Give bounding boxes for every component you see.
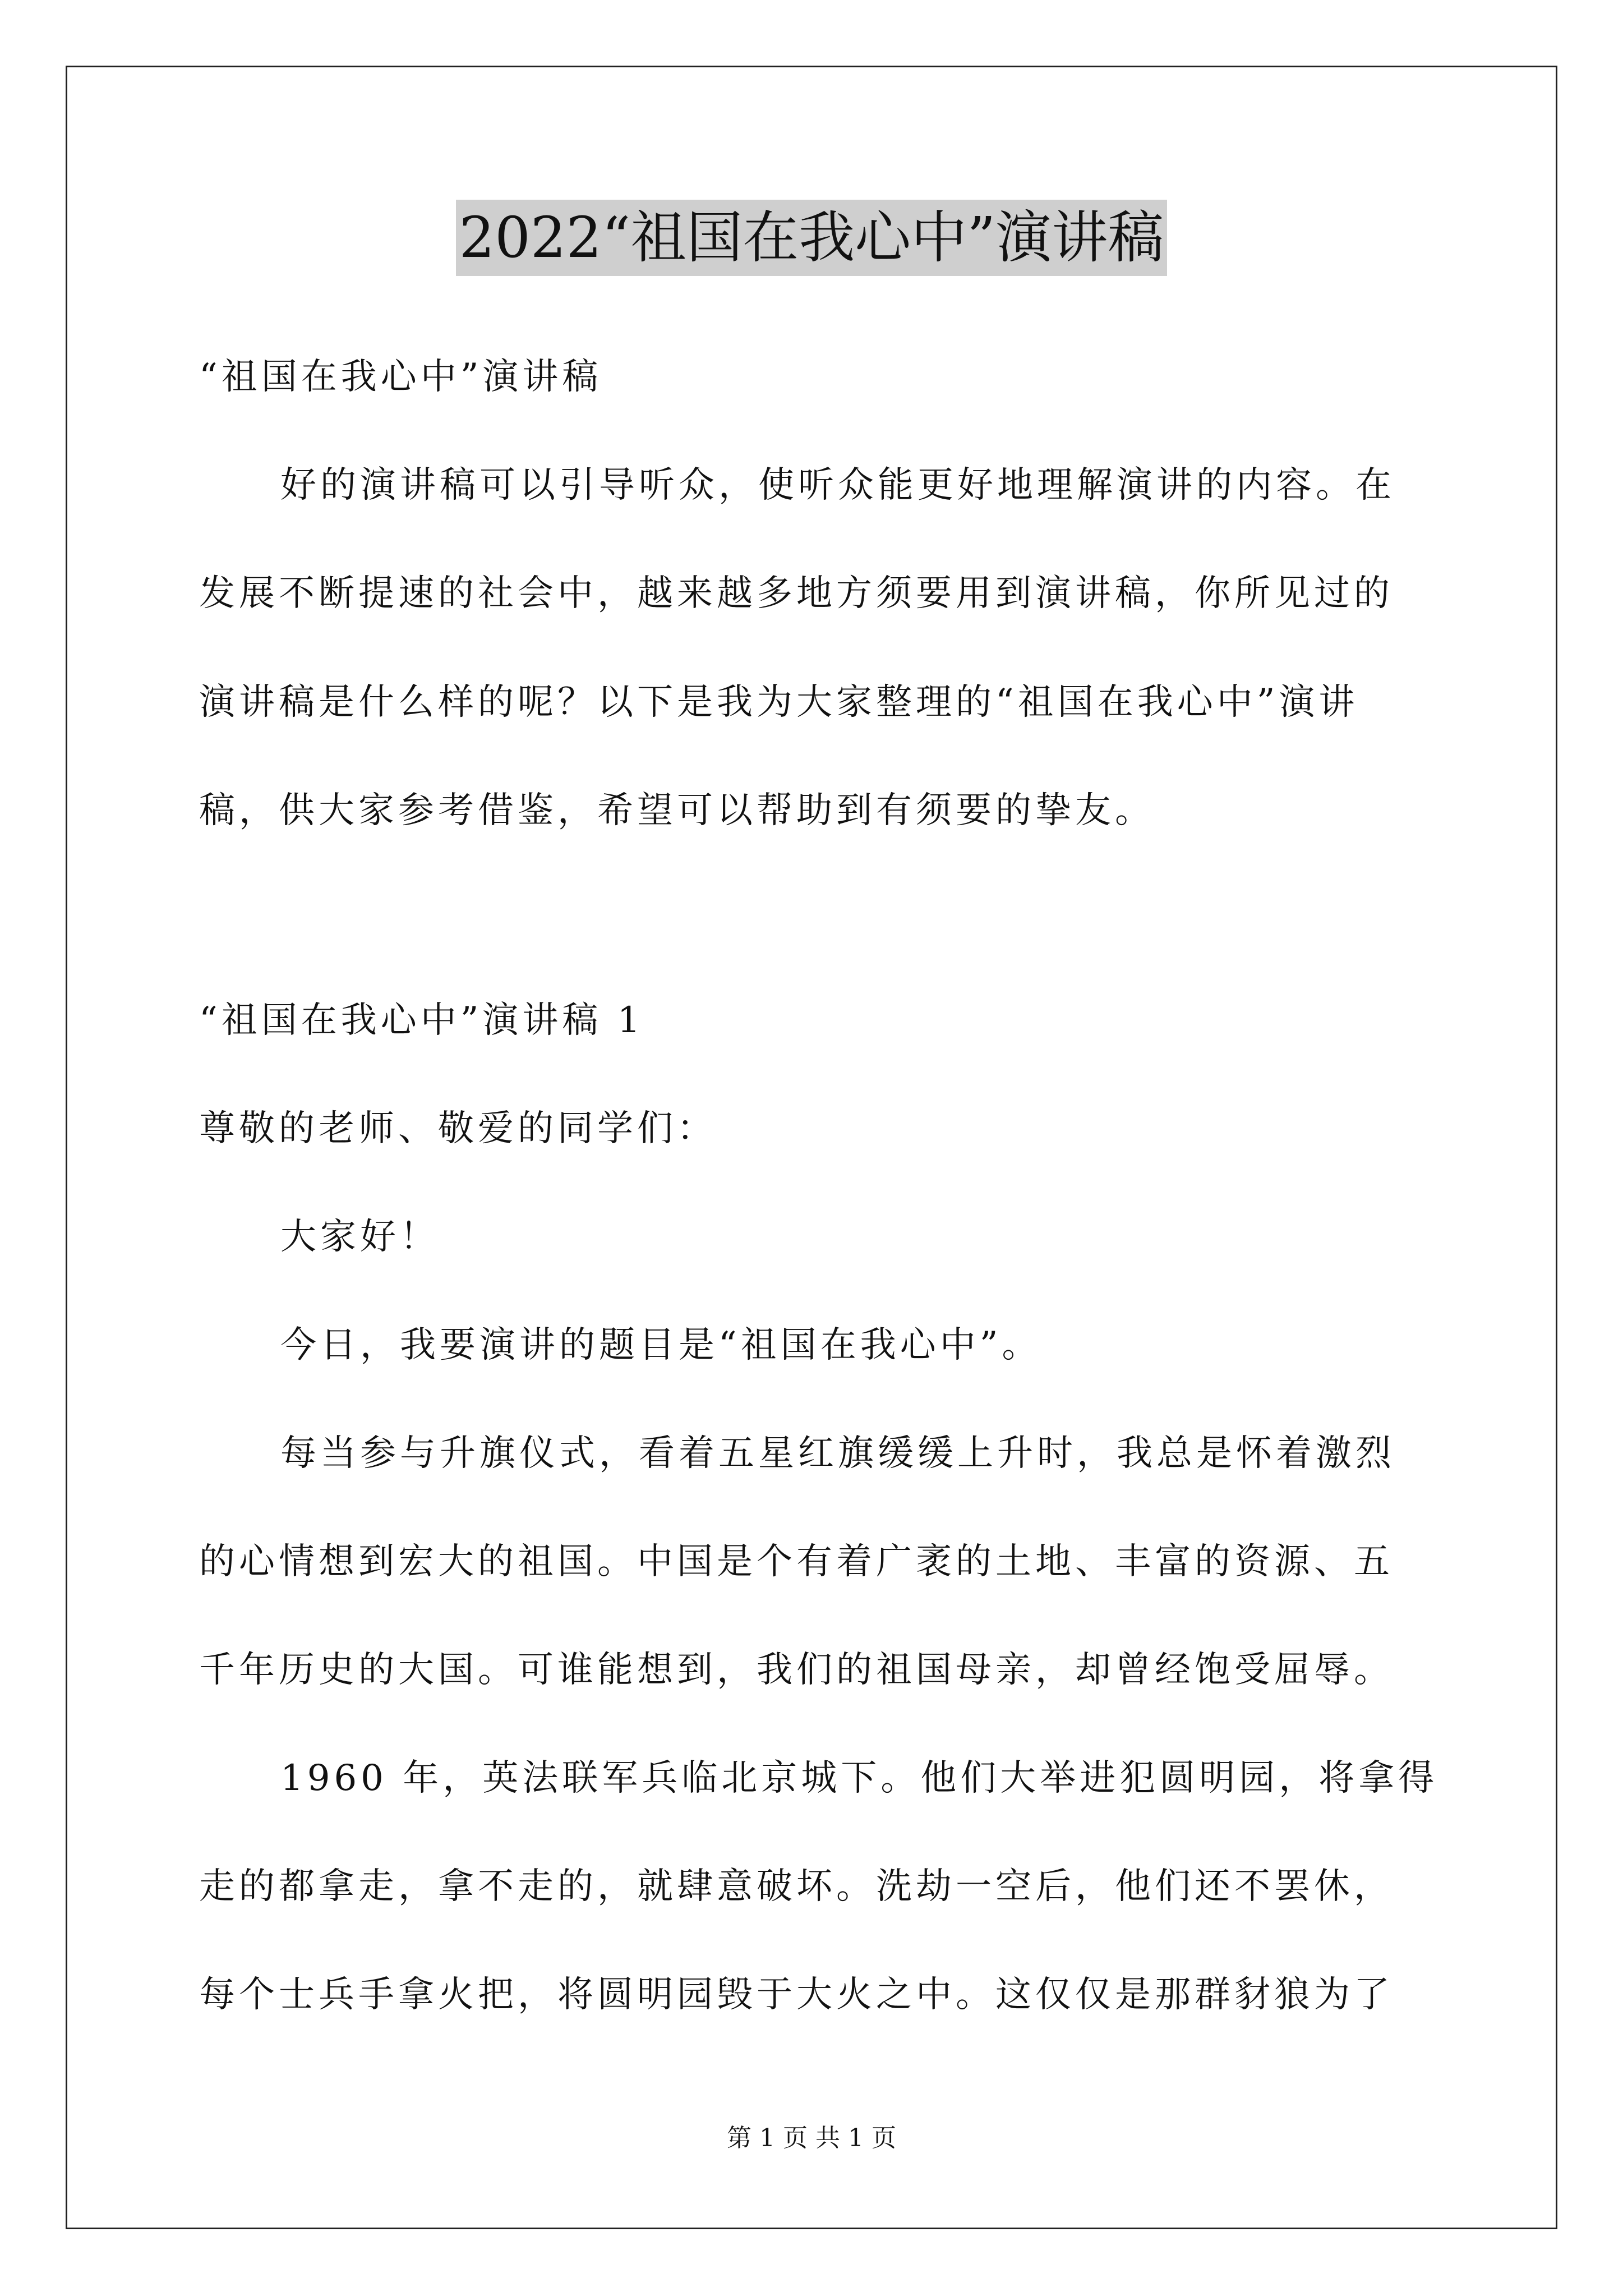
paragraph-line: 演讲稿是什么样的呢？以下是我为大家整理的“祖国在我心中”演讲 [199, 682, 1359, 723]
paragraph-line: 走的都拿走，拿不走的，就肆意破坏。洗劫一空后，他们还不罢休， [199, 1866, 1394, 1907]
paragraph-line: 好的演讲稿可以引导听众，使听众能更好地理解演讲的内容。在 [280, 464, 1395, 506]
paragraph-line: 1960 年，英法联军兵临北京城下。他们大举进犯圆明园，将拿得 [280, 1757, 1438, 1799]
subtitle-line: “祖国在我心中”演讲稿 [199, 356, 602, 398]
document-title: 2022“祖国在我心中”演讲稿 [456, 200, 1168, 276]
salutation-line: 尊敬的老师、敬爱的同学们： [199, 1108, 717, 1149]
title-container [0, 200, 1623, 276]
paragraph-line: 每当参与升旗仪式，看着五星红旗缓缓上升时，我总是怀着激烈 [280, 1433, 1395, 1474]
paragraph-line: 千年历史的大国。可谁能想到，我们的祖国母亲，却曾经饱受屈辱。 [199, 1649, 1394, 1691]
page-footer: 第 1 页 共 1 页 [727, 2124, 896, 2152]
paragraph-line: 大家好！ [280, 1216, 440, 1258]
paragraph-line: 的心情想到宏大的祖国。中国是个有着广袤的土地、丰富的资源、五 [199, 1541, 1394, 1582]
section-heading: “祖国在我心中”演讲稿 1 [199, 1000, 644, 1041]
paragraph-line: 今日，我要演讲的题目是“祖国在我心中”。 [280, 1324, 1042, 1366]
paragraph-line: 发展不断提速的社会中，越来越多地方须要用到演讲稿，你所见过的 [199, 573, 1394, 614]
paragraph-line: 稿，供大家参考借鉴，希望可以帮助到有须要的挚友。 [199, 790, 1155, 831]
paragraph-line: 每个士兵手拿火把，将圆明园毁于大火之中。这仅仅是那群豺狼为了 [199, 1974, 1394, 2016]
